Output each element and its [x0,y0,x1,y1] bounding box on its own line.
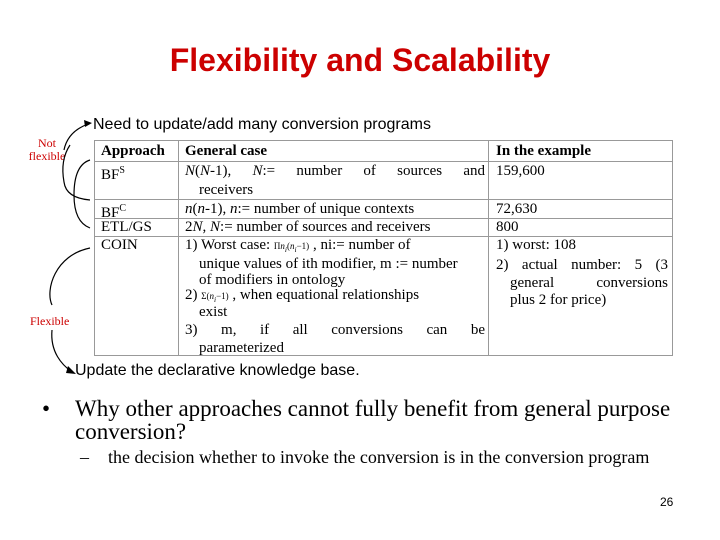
flexible-label: Flexible [30,314,70,328]
row-bfc-general: n(n-1), n:= number of unique contexts [185,201,415,217]
header-approach: Approach [101,143,165,159]
row-etl-example: 800 [496,219,519,235]
page-number: 26 [660,495,674,509]
row-coin-example-2b: general conversions [510,275,668,291]
comparison-table [94,140,673,356]
slide-title: Flexibility and Scalability [169,42,551,78]
bfs-label: BF [101,167,120,183]
row-coin-general-3b: parameterized [199,340,284,356]
bottom-note: Update the declarative knowledge base. [75,362,360,379]
row-coin-general-2: 2) $\Sigma(n_i-1)$ , when equational relationships [185,287,420,304]
row-coin-general-1d: of modifiers in ontology [199,272,346,288]
bullet-sub-text: the decision whether to invoke the conversion is in the conversion program [108,447,650,467]
row-coin-example-2a: 2) actual number: 5 (3 [496,257,668,273]
row-bfs-general-line2: receivers [199,182,254,198]
row-coin-general-3a: 3) m, if all conversions can be [185,322,485,338]
row-etl-general: 2N, N:= number of sources and receivers [185,219,431,235]
row-coin-approach: COIN [101,237,138,253]
header-example: In the example [496,143,591,159]
row-bfc-example: 72,630 [496,201,538,217]
row-coin-general-1: 1) Worst case: $\Pi n_i(n_i-1)$ , ni:= number of [185,237,411,254]
top-note: Need to update/add many conversion programs [93,116,431,133]
not-flexible-label: Not flexible [28,136,66,163]
row-bfs-approach: $BF^S$ [101,165,125,183]
row-bfs-general-line1: N(N-1), N:= number of sources and [185,163,485,179]
row-bfc-approach: $BF^C$ [101,203,127,221]
bullet-main-text: Why other approaches cannot fully benefit from general purpose conversion? [75,396,671,444]
row-etl-approach: ETL/GS [101,219,152,235]
bullet-dash-icon: – [80,447,89,467]
header-general-case: General case [185,143,268,159]
row-coin-general-1c: unique values of ith modifier, m := number [199,256,458,272]
row-coin-general-2c: exist [199,304,228,320]
row-coin-example-1: 1) worst: 108 [496,237,576,253]
row-coin-example-2c: plus 2 for price) [510,292,607,308]
bullet-dot-icon: • [42,396,51,421]
row-bfs-example: 159,600 [496,163,545,179]
